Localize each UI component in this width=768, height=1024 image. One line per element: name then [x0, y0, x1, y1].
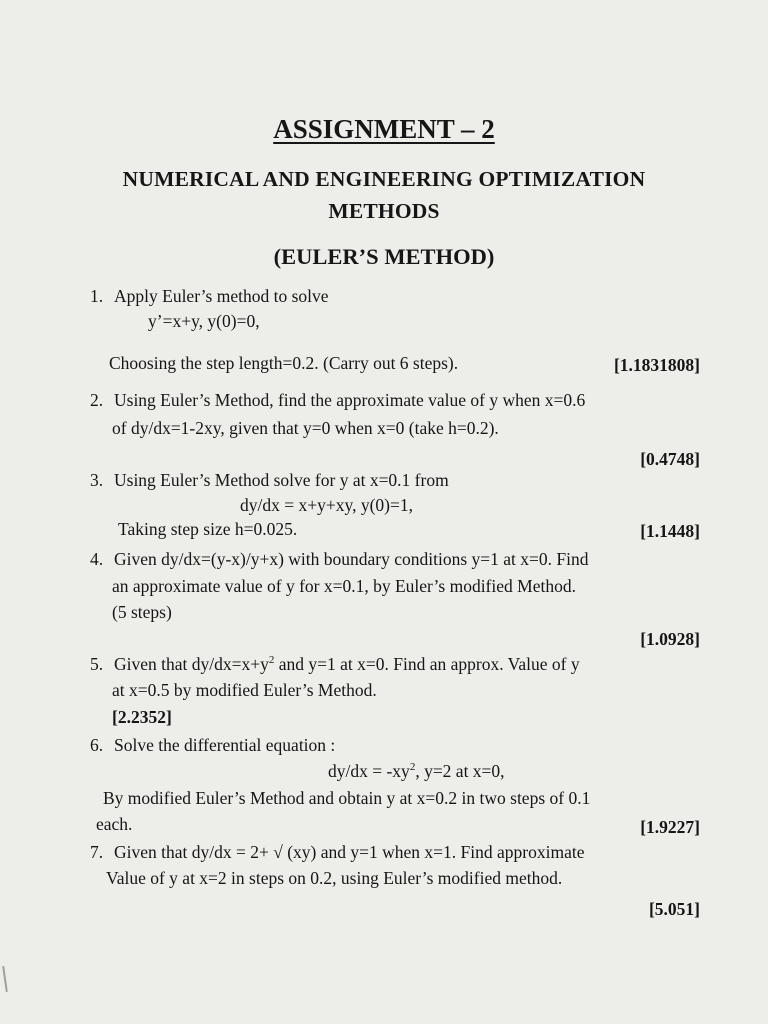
question-4-line1: 4. Given dy/dx=(y-x)/y+x) with boundary conditions y=1 at x=0. Find	[90, 549, 589, 569]
question-2-answer: [0.4748]	[640, 449, 700, 469]
question-1-line2: Choosing the step length=0.2. (Carry out 6 steps).	[109, 353, 459, 373]
course-title-line1: NUMERICAL AND ENGINEERING OPTIMIZATION	[122, 167, 646, 191]
question-6-line1: 6. Solve the differential equation :	[90, 735, 336, 755]
question-5-line1: 5. Given that $dy/dx=x+y^2$ and y=1 at x=0. Find an approx. Value of y	[90, 654, 580, 674]
question-1-line1: 1. Apply Euler’s method to solve	[90, 286, 329, 306]
question-6-equation: $dy/dx = -xy^2$, y=2 at x=0,	[328, 761, 505, 781]
course-title-line2: METHODS	[328, 199, 440, 223]
question-2-line1: 2. Using Euler’s Method, find the approximate value of y when x=0.6	[90, 390, 586, 410]
question-7-line2: Value of y at x=2 in steps on 0.2, using Euler’s modified method.	[106, 868, 563, 888]
question-7-line1: 7. Given that dy/dx = 2+ √ (xy) and y=1 when x=1. Find approximate	[90, 842, 585, 862]
question-2-line2: of dy/dx=1-2xy, given that y=0 when x=0 (take h=0.2).	[112, 418, 499, 438]
question-6-line2: By modified Euler’s Method and obtain y at x=0.2 in two steps of 0.1	[103, 788, 591, 808]
scan-edge-mark	[2, 966, 8, 992]
question-4-answer: [1.0928]	[640, 629, 700, 649]
question-3-line1: 3. Using Euler’s Method solve for y at x=0.1 from	[90, 470, 449, 490]
question-4-line2: an approximate value of y for x=0.1, by Euler’s modified Method.	[112, 576, 576, 596]
question-3-line2: Taking step size h=0.025.	[118, 519, 298, 539]
question-6-answer: [1.9227]	[640, 817, 700, 837]
question-4-line3: (5 steps)	[112, 602, 172, 622]
question-5-line2: at x=0.5 by modified Euler’s Method.	[112, 680, 377, 700]
question-3-equation: dy/dx = x+y+xy, y(0)=1,	[240, 495, 413, 515]
question-3-answer: [1.1448]	[640, 521, 700, 541]
section-heading: (EULER’S METHOD)	[273, 244, 495, 269]
question-7-answer: [5.051]	[648, 899, 700, 919]
question-1-answer: [1.1831808]	[613, 355, 700, 375]
page-title: ASSIGNMENT – 2	[273, 114, 495, 144]
question-5-answer: [2.2352]	[112, 707, 172, 727]
question-1-equation: y’=x+y, y(0)=0,	[148, 311, 260, 331]
question-6-line3: each.	[96, 814, 133, 834]
